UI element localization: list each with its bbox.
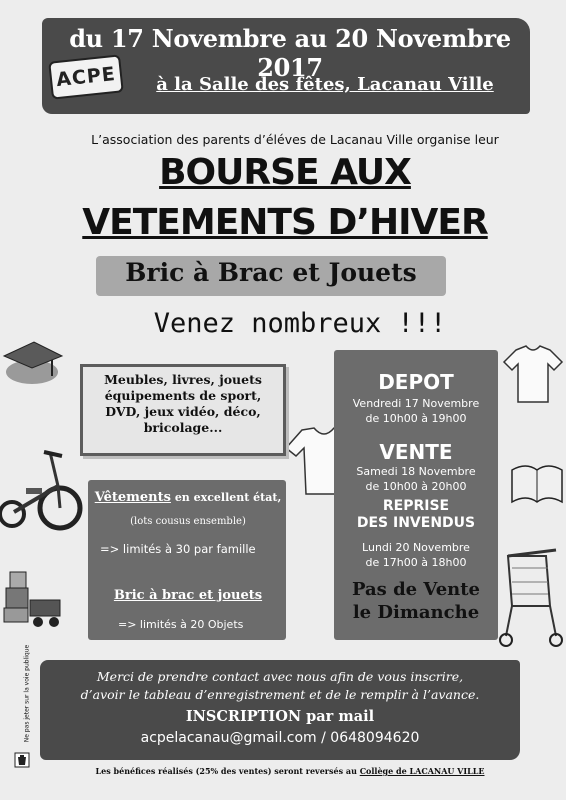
inscription-heading: INSCRIPTION par mail <box>185 708 375 725</box>
vente-date: Samedi 18 Novembre <box>356 465 476 478</box>
event-dates: du 17 Novembre au 20 Novembre 2017 <box>69 24 511 82</box>
registration-note <box>50 668 510 704</box>
vente-schedule <box>336 464 496 494</box>
reprise-date: Lundi 20 Novembre <box>362 541 470 554</box>
subtitle: Bric à Brac et Jouets <box>125 258 417 287</box>
acpe-logo: ACPE <box>48 54 124 99</box>
no-sale-sunday <box>336 578 496 624</box>
title-line-1: BOURSE AUX <box>159 152 411 193</box>
clothes-heading <box>92 490 284 505</box>
reprise-heading-1: REPRISE <box>382 498 450 514</box>
bric-limit: => limités à 20 Objets <box>118 618 244 631</box>
reprise-schedule <box>336 540 496 570</box>
contact-info: acpelacanau@gmail.com / 0648094620 <box>140 730 420 746</box>
event-venue: à la Salle des fêtes, Lacanau Ville <box>156 74 494 95</box>
reprise-hours: de 17h00 à 18h00 <box>365 556 467 569</box>
lots-note: (lots cousus ensemble) <box>130 516 246 527</box>
vente-hours: de 10h00 à 20h00 <box>365 480 467 493</box>
vertical-disclaimer: Ne pas jeter sur la voie publique <box>23 644 31 743</box>
book-icon <box>508 456 566 508</box>
depot-hours: de 10h00 à 19h00 <box>365 412 467 425</box>
stroller-icon <box>498 546 566 650</box>
reprise-heading-2: DES INVENDUS <box>356 515 476 531</box>
no-sale-line-2: le Dimanche <box>352 602 480 623</box>
graduation-cap-icon <box>0 336 64 388</box>
clothes-limit: => limités à 30 par famille <box>100 542 256 556</box>
clothes-title: Vêtements <box>94 490 171 505</box>
depot-heading: DEPOT <box>378 370 454 394</box>
items-line-3: DVD, jeux vidéo, déco, <box>105 404 261 419</box>
depot-schedule <box>336 396 496 426</box>
reprise-heading <box>336 498 496 532</box>
depot-date: Vendredi 17 Novembre <box>352 397 480 410</box>
tshirt-icon <box>502 344 564 406</box>
vente-heading: VENTE <box>379 440 453 464</box>
litter-bin-icon <box>14 752 30 768</box>
merci-line-1: Merci de prendre contact avec nous afin de vous inscrire, <box>96 669 464 684</box>
title-line-2: VETEMENTS D’HIVER <box>82 202 488 243</box>
merci-line-2: d’avoir le tableau d’enregistrement et de le remplir à l’avance. <box>80 687 480 702</box>
clothes-condition: en excellent état, <box>174 491 282 504</box>
bric-heading: Bric à brac et jouets <box>113 588 263 603</box>
items-line-2: équipements de sport, <box>104 388 262 403</box>
tricycle-icon <box>0 446 86 532</box>
intro-text: L’association des parents d’éléves de Lacanau Ville organise leur <box>91 132 499 147</box>
items-line-4: bricolage... <box>143 420 223 435</box>
footer-note <box>40 766 540 776</box>
toy-blocks-icon <box>0 566 70 630</box>
no-sale-line-1: Pas de Vente <box>351 579 481 600</box>
items-line-1: Meubles, livres, jouets <box>104 372 262 387</box>
footer-college: Collège de LACANAU VILLE <box>359 766 485 776</box>
items-list <box>86 372 280 436</box>
slogan: Venez nombreux !!! <box>153 308 447 339</box>
footer-text: Les bénéfices réalisés (25% des ventes) seront reversés au <box>95 766 357 776</box>
